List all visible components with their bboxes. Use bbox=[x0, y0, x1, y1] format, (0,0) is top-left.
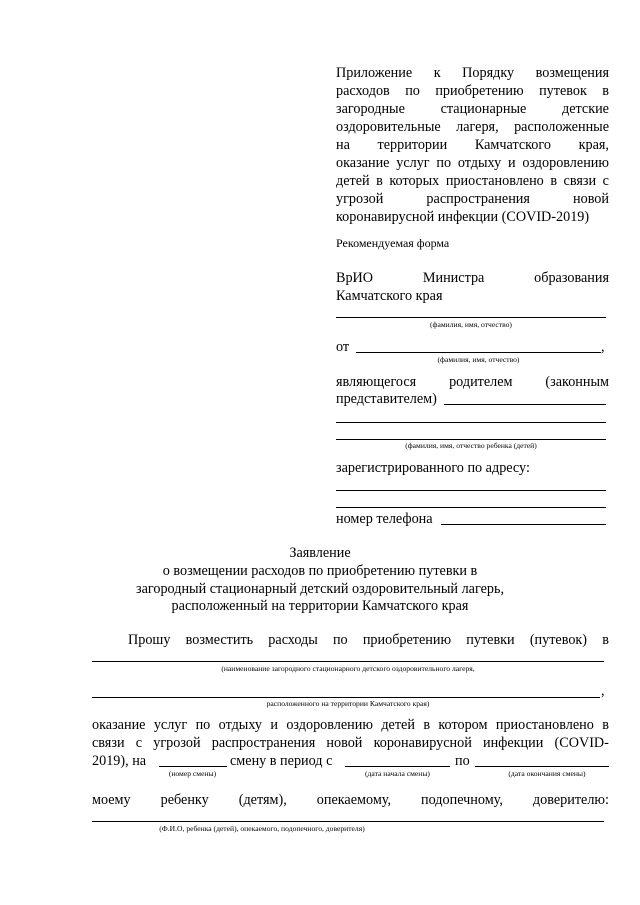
shift-number-hint: (номер смены) bbox=[168, 769, 217, 778]
end-date-line[interactable] bbox=[475, 766, 609, 767]
camp-name-line-2[interactable] bbox=[92, 697, 600, 698]
addressee-name-line[interactable] bbox=[336, 317, 606, 318]
shift-mid-text: смену в период с bbox=[230, 753, 333, 769]
appendix-line-7: детей в которых приостановлено в связи с bbox=[336, 173, 609, 189]
applicant-name-line[interactable] bbox=[356, 352, 601, 353]
from-label: от bbox=[336, 339, 350, 355]
shift-prefix: 2019), на bbox=[92, 753, 147, 769]
appendix-line-1: Приложение к Порядку возмещения bbox=[336, 65, 609, 81]
end-date-hint: (дата окончания смены) bbox=[508, 769, 586, 778]
services-line-2: связи с угрозой распространения новой коронавирусной инфекции (COVID- bbox=[92, 735, 609, 751]
shift-number-line[interactable] bbox=[159, 766, 227, 767]
appendix-line-5: на территории Камчатского края, bbox=[336, 137, 609, 153]
camp-name-hint: (наименование загородного стационарного детского оздоровительного лагеря, bbox=[221, 664, 475, 673]
appendix-line-6: оказание услуг по отдыху и оздоровлению bbox=[336, 155, 609, 171]
document-title: Заявление bbox=[289, 545, 351, 561]
child-relation-line: моему ребенку (детям), опекаемому, подопечному, доверителю: bbox=[92, 792, 609, 808]
child-name-line-1[interactable] bbox=[336, 422, 606, 423]
child-name-line-2[interactable] bbox=[336, 439, 606, 440]
request-line: Прошу возместить расходы по приобретению путевки (путевок) в bbox=[128, 632, 609, 648]
registered-address-label: зарегистрированного по адресу: bbox=[336, 460, 530, 476]
addressee-name-hint: (фамилия, имя, отчество) bbox=[430, 320, 512, 329]
parent-line-1: являющегося родителем (законным bbox=[336, 374, 609, 390]
camp-name-line[interactable] bbox=[92, 661, 604, 662]
person-name-line[interactable] bbox=[92, 821, 604, 822]
address-line-2[interactable] bbox=[336, 507, 606, 508]
shift-to-text: по bbox=[455, 753, 470, 769]
child-name-hint: (фамилия, имя, отчество ребенка (детей) bbox=[405, 441, 537, 450]
services-line-1: оказание услуг по отдыху и оздоровлению детей в котором приостановлено в bbox=[92, 717, 609, 733]
camp-location-hint: расположенного на территории Камчатского края) bbox=[266, 699, 430, 708]
addressee-line-1: ВрИО Министра образования bbox=[336, 270, 609, 286]
appendix-line-3: загородные стационарные детские bbox=[336, 101, 609, 117]
recommended-form-label: Рекомендуемая форма bbox=[336, 236, 450, 250]
person-name-hint: (Ф.И.О, ребенка (детей), опекаемого, подопечного, доверителя) bbox=[159, 824, 365, 833]
representative-line[interactable] bbox=[444, 404, 606, 405]
camp-comma: , bbox=[601, 683, 605, 699]
start-date-line[interactable] bbox=[345, 766, 450, 767]
address-line-1[interactable] bbox=[336, 490, 606, 491]
appendix-line-9: коронавирусной инфекции (COVID-2019) bbox=[336, 209, 590, 225]
parent-line-2: представителем) bbox=[336, 391, 437, 407]
start-date-hint: (дата начала смены) bbox=[365, 769, 430, 778]
title-line-2: о возмещении расходов по приобретению путевки в bbox=[162, 563, 478, 579]
appendix-line-2: расходов по приобретению путевок в bbox=[336, 83, 609, 99]
phone-label: номер телефона bbox=[336, 511, 433, 527]
title-line-4: расположенный на территории Камчатского края bbox=[171, 598, 469, 614]
appendix-line-8: угрозой распространения новой bbox=[336, 191, 609, 207]
title-line-3: загородный стационарный детский оздоровительный лагерь, bbox=[136, 581, 504, 597]
addressee-line-2: Камчатского края bbox=[336, 288, 443, 304]
appendix-line-4: оздоровительные лагеря, расположенные bbox=[336, 119, 609, 135]
from-comma: , bbox=[601, 339, 605, 355]
applicant-name-hint: (фамилия, имя, отчество) bbox=[437, 355, 520, 364]
phone-line[interactable] bbox=[441, 524, 606, 525]
